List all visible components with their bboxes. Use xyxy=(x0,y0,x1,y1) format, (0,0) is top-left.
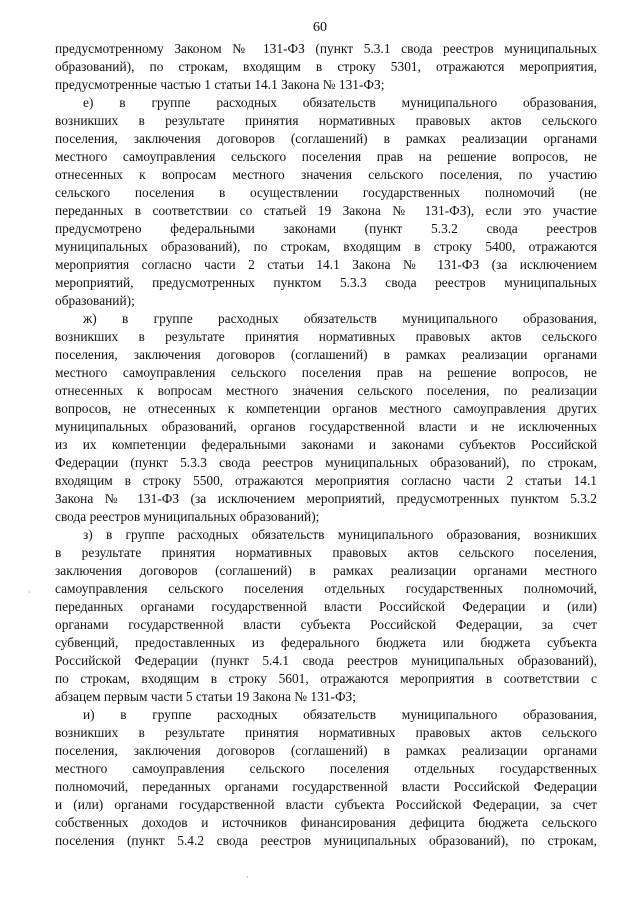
text-line: Федерации (пункт 5.3.3 свода реестров муниципальных образований), по строкам, xyxy=(55,455,597,470)
text-line: поселения, заключения договоров (соглашений) в рамках реализации органами xyxy=(55,347,597,362)
text-line: предусмотренные частью 1 статьи 14.1 Закона № 131-ФЗ; xyxy=(55,77,385,92)
text-line: заключения договоров (соглашений) в рамках реализации органами местного xyxy=(55,563,597,578)
text-line: поселения (пункт 5.4.2 свода реестров муниципальных образований), по строкам, xyxy=(55,833,597,848)
text-line: по строкам, входящим в строку 5601, отражаются мероприятия в соответствии с xyxy=(55,671,597,686)
text-line: отнесенных к вопросам местного значения сельского поселения, по реализации xyxy=(55,383,597,398)
text-line: предусмотрено федеральными законами (пункт 5.3.2 свода реестров xyxy=(55,221,597,236)
text-line: местного самоуправления сельского поселения прав на решение вопросов, не xyxy=(55,149,597,164)
text-line: субвенций, предоставленных из федерального бюджета или бюджета субъекта xyxy=(55,635,597,650)
text-line: муниципальных образований), по строкам, входящим в строку 5400, отражаются xyxy=(55,239,597,254)
scan-speck: · xyxy=(246,873,249,883)
text-line: переданных органами государственной власти Российской Федерации и (или) xyxy=(55,599,597,614)
text-line: образований); xyxy=(55,293,135,308)
text-line: свода реестров муниципальных образований); xyxy=(55,509,320,524)
text-line: предусмотренному Законом № 131-ФЗ (пункт 5.3.1 свода реестров муниципальных xyxy=(55,41,597,56)
text-line: е) в группе расходных обязательств муниципального образования, xyxy=(83,95,597,110)
text-line: возникших в результате принятия нормативных правовых актов сельского xyxy=(55,725,597,740)
text-line: местного самоуправления сельского поселения прав на решение вопросов, не xyxy=(55,365,597,380)
text-line: возникших в результате принятия нормативных правовых актов сельского xyxy=(55,329,597,344)
text-line: из их компетенции федеральными законами и законами субъектов Российской xyxy=(55,437,597,452)
text-line: поселения, заключения договоров (соглашений) в рамках реализации органами xyxy=(55,743,597,758)
text-line: з) в группе расходных обязательств муниципального образования, возникших xyxy=(83,527,597,542)
text-line: сельского поселения в осуществлении государственных полномочий (не xyxy=(55,185,597,200)
text-line: органами государственной власти субъекта Российской Федерации, за счет xyxy=(55,617,597,632)
text-line: отнесенных к вопросам местного значения сельского поселения, по участию xyxy=(55,167,597,182)
text-line: муниципальных образований, органов государственной власти и не исключенных xyxy=(55,419,597,434)
text-line: входящим в строку 5500, отражаются мероприятия согласно части 2 статьи 14.1 xyxy=(55,473,597,488)
text-line: собственных доходов и источников финансирования дефицита бюджета сельского xyxy=(55,815,597,830)
text-line: местного самоуправления сельского поселения отдельных государственных xyxy=(55,761,597,776)
text-line: Российской Федерации (пункт 5.4.1 свода реестров муниципальных образований), xyxy=(55,653,597,668)
text-line: переданных в соответствии со статьей 19 Закона № 131-ФЗ), если это участие xyxy=(55,203,597,218)
page-number: 60 xyxy=(313,20,327,35)
text-line: в результате принятия нормативных правовых актов сельского поселения, xyxy=(55,545,597,560)
document-body xyxy=(55,40,597,850)
text-line: возникших в результате принятия нормативных правовых актов сельского xyxy=(55,113,597,128)
text-line: Закона № 131-ФЗ (за исключением мероприятий, предусмотренных пунктом 5.3.2 xyxy=(55,491,597,506)
text-line: ж) в группе расходных обязательств муниципального образования, xyxy=(83,311,597,326)
text-line: образований), по строкам, входящим в строку 5301, отражаются мероприятия, xyxy=(55,59,597,74)
text-line: и) в группе расходных обязательств муниципального образования, xyxy=(83,707,597,722)
text-line: мероприятия согласно части 2 статьи 14.1 Закона № 131-ФЗ (за исключением xyxy=(55,257,597,272)
text-line: самоуправления сельского поселения отдельных государственных полномочий, xyxy=(55,581,597,596)
text-line: абзацем первым части 5 статьи 19 Закона № 131-ФЗ; xyxy=(55,689,356,704)
text-line: и (или) органами государственной власти субъекта Российской Федерации, за счет xyxy=(55,797,597,812)
text-line: полномочий, переданных органами государственной власти Российской Федерации xyxy=(55,779,597,794)
scan-speck: · xyxy=(28,588,31,598)
text-line: мероприятий, предусмотренных пунктом 5.3.3 свода реестров муниципальных xyxy=(55,275,597,290)
text-line: вопросов, не отнесенных к компетенции органов местного самоуправления других xyxy=(55,401,597,416)
text-line: поселения, заключения договоров (соглашений) в рамках реализации органами xyxy=(55,131,597,146)
